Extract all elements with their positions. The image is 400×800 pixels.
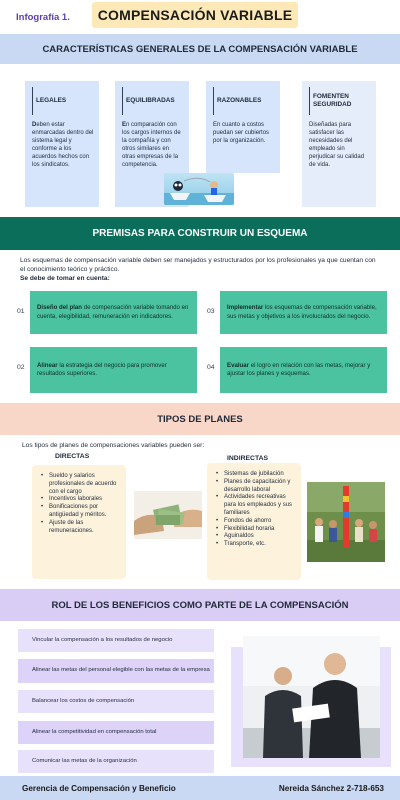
card-legales bbox=[25, 81, 99, 207]
money-hands-photo bbox=[134, 491, 202, 539]
rol-item: Balancear los costos de compensación bbox=[18, 690, 214, 713]
business-people-photo bbox=[243, 636, 380, 758]
card-description: Deben estar enmarcadas dentro del sistema legal y conforme a los acuerdos hechos con los sindicatos. bbox=[32, 122, 94, 169]
footer-department: Gerencia de Compensación y Beneficio bbox=[22, 783, 176, 793]
card-description: En cuanto a costos puedan ser cubiertos por la organización. bbox=[213, 122, 270, 145]
footer-author: Nereida Sánchez 2-718-653 bbox=[278, 783, 384, 793]
list-item: • Sistemas de jubilación bbox=[215, 471, 295, 479]
list-item: • Sueldo y salarios profesionales de acuerdo con el cargo bbox=[40, 473, 120, 496]
premisa-number: 02 bbox=[17, 364, 25, 371]
rol-item: Alinear la competitividad en compensación total bbox=[18, 721, 214, 744]
premisas-intro: Los esquemas de compensación variable deben ser manejados y estructurados por los profesionales ya que cuentan con el conocimiento teórico y práctico. bbox=[20, 257, 376, 273]
directas-heading: DIRECTAS bbox=[55, 453, 90, 460]
premisa-card: Implementar los esquemas de compensación variable, sus metas y objetivos a los involucrados del negocio. bbox=[220, 291, 387, 334]
list-item: • Aguinaldos bbox=[215, 533, 295, 541]
premisas-subintro: Se debe de tomar en cuenta: bbox=[20, 275, 110, 282]
list-item: • Ajuste de las remuneraciones. bbox=[40, 520, 120, 536]
list-item: • Transporte, etc. bbox=[215, 541, 295, 549]
card-description: En comparación con los cargos internos de la compañía y con otros similares en otras empresas de la competencia. bbox=[122, 122, 181, 169]
section-characteristics-title: CARACTERÍSTICAS GENERALES DE LA COMPENSACIÓN VARIABLE bbox=[0, 34, 400, 64]
list-item: • Bonificaciones por antigüedad y méritos. bbox=[40, 504, 120, 520]
premisa-number: 01 bbox=[17, 308, 25, 315]
section-premisas-title: PREMISAS PARA CONSTRUIR UN ESQUEMA bbox=[0, 217, 400, 250]
premisa-number: 04 bbox=[207, 364, 215, 371]
card-heading: LEGALES bbox=[32, 87, 94, 115]
list-item: • Actividades recreativas para los empleados y sus familiares bbox=[215, 494, 295, 517]
card-fomenten-seguridad bbox=[302, 81, 376, 207]
list-item: • Flexibilidad horaria bbox=[215, 526, 295, 534]
premisa-card: Evaluar el logro en relación con las metas, mejorar y ajustar los planes y esquemas. bbox=[220, 347, 387, 393]
card-heading: FOMENTEN SEGURIDAD bbox=[309, 87, 371, 115]
card-heading: RAZONABLES bbox=[213, 87, 275, 115]
rol-item: Vincular la compensación a los resultados de negocio bbox=[18, 629, 214, 652]
premisa-card: Alinear la estrategia del negocio para promover resultados superiores. bbox=[30, 347, 197, 393]
infographic-label: Infografía 1. bbox=[16, 12, 70, 23]
group-photo bbox=[307, 482, 385, 562]
footer bbox=[0, 776, 400, 800]
indirectas-heading: INDIRECTAS bbox=[227, 455, 269, 462]
page-title: COMPENSACIÓN VARIABLE bbox=[92, 2, 298, 28]
premisa-card: Diseño del plan de compensación variable tomando en cuenta, elegibilidad, remuneración en indicadores. bbox=[30, 291, 197, 334]
directas-box bbox=[32, 465, 126, 579]
rol-item: Alinear las metas del personal elegible con las metas de la empresa bbox=[18, 659, 214, 683]
card-heading: EQUILIBRADAS bbox=[122, 87, 184, 115]
rol-item: Comunicar las metas de la organización bbox=[18, 750, 214, 773]
indirectas-box bbox=[207, 463, 301, 580]
premisa-number: 03 bbox=[207, 308, 215, 315]
list-item: • Planes de capacitación y desarrollo laboral bbox=[215, 479, 295, 495]
tipos-intro: Los tipos de planes de compensaciones variables pueden ser: bbox=[22, 442, 205, 449]
card-description: Diseñadas para satisfacer las necesidades del empleado sin perjudicar su calidad de vida. bbox=[309, 122, 365, 169]
card-razonables bbox=[206, 81, 280, 173]
section-tipos-title: TIPOS DE PLANES bbox=[0, 403, 400, 435]
list-item: • Incentivos laborales bbox=[40, 496, 120, 504]
boat-illustration bbox=[164, 173, 234, 205]
list-item: • Fondos de ahorro bbox=[215, 518, 295, 526]
section-rol-title: ROL DE LOS BENEFICIOS COMO PARTE DE LA COMPENSACIÓN bbox=[0, 589, 400, 621]
